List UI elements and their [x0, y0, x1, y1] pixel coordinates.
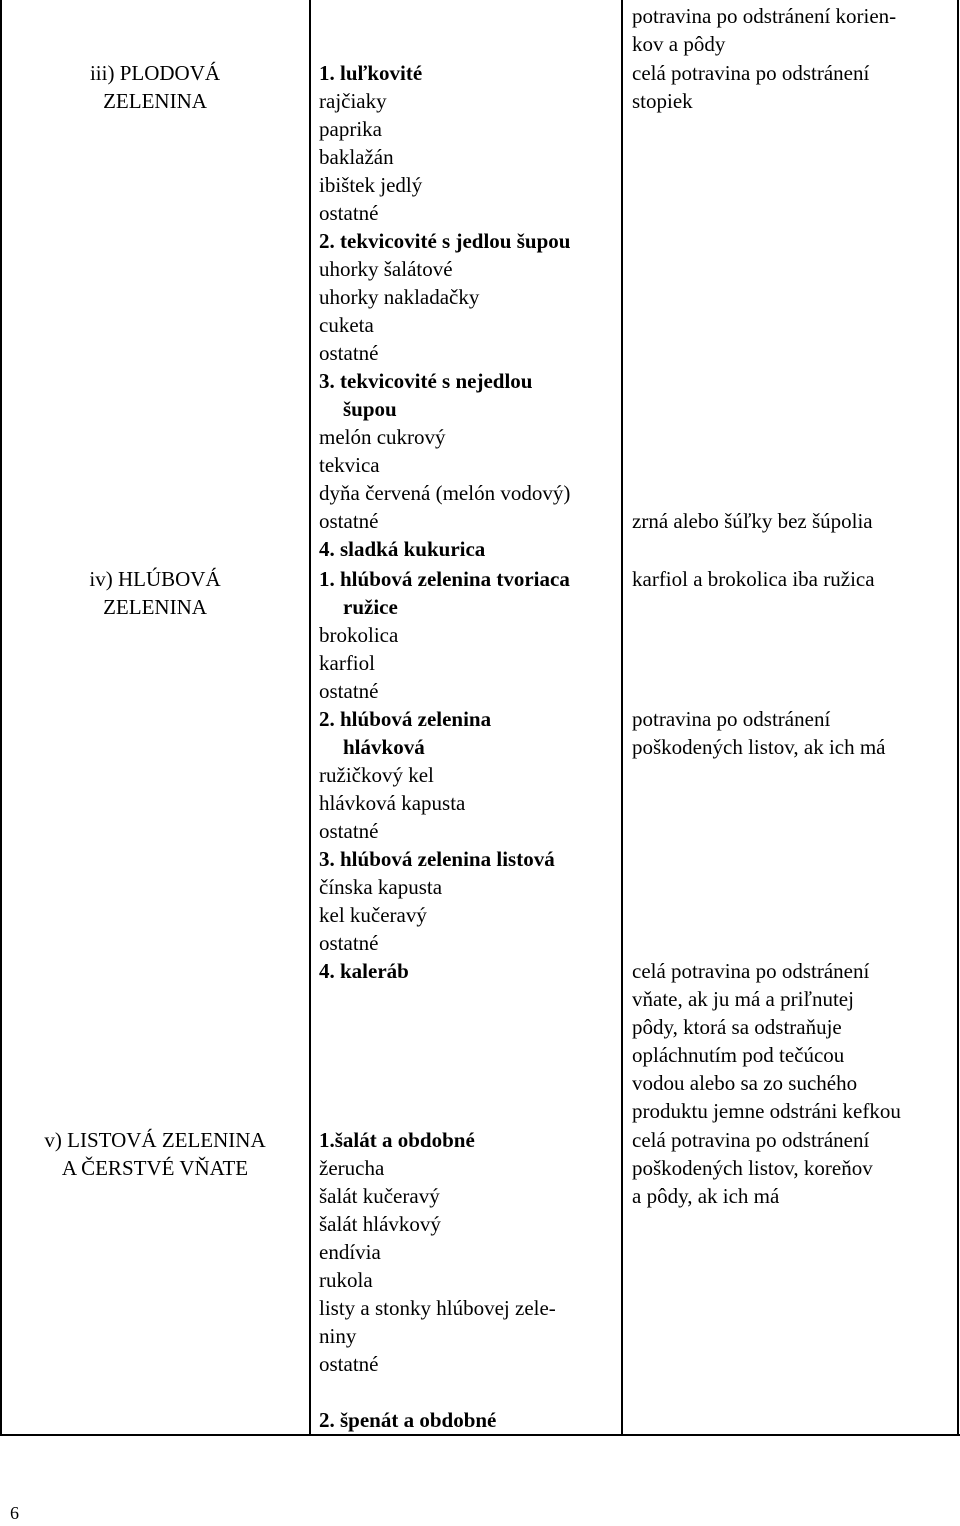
list-item: ostatné — [319, 509, 379, 533]
note-kalerab — [632, 957, 957, 1125]
list-item: šalát hlávkový — [319, 1212, 441, 1236]
note-salat — [632, 1126, 957, 1210]
note-line: stopiek — [632, 89, 693, 113]
list-item: 2. hlúbová zelenina — [319, 707, 492, 731]
category-label: ZELENINA — [103, 89, 207, 113]
list-item: čínska kapusta — [319, 875, 443, 899]
category-label: ZELENINA — [103, 595, 207, 619]
items-listova-zelenina — [319, 1126, 619, 1434]
list-item: rajčiaky — [319, 89, 387, 113]
note-kukurica — [632, 507, 957, 535]
category-plodova-zelenina — [0, 59, 310, 115]
table-border-left — [0, 0, 2, 1436]
list-item: ibištek jedlý — [319, 173, 423, 197]
list-item: ostatné — [319, 679, 379, 703]
note-line: poškodených listov, koreňov — [632, 1156, 873, 1180]
category-label: A ČERSTVÉ VŇATE — [61, 1156, 249, 1180]
category-hlubova-zelenina — [0, 565, 310, 621]
list-item: ostatné — [319, 931, 379, 955]
list-item: 2. špenát a obdobné — [319, 1408, 497, 1432]
category-label: v) LISTOVÁ ZELENINA — [44, 1128, 266, 1152]
note-line: karfiol a brokolica iba ružica — [632, 567, 875, 591]
note-lulkovite — [632, 59, 957, 115]
list-item: 1. hlúbová zelenina tvoriaca — [319, 567, 570, 591]
column-divider-2 — [621, 0, 623, 1436]
list-item: listy a stonky hlúbovej zele- — [319, 1296, 556, 1320]
list-item: hlávková kapusta — [319, 791, 466, 815]
list-item: melón cukrový — [319, 425, 446, 449]
note-line: produktu jemne odstráni kefkou — [632, 1099, 901, 1123]
list-item: 4. sladká kukurica — [319, 537, 486, 561]
list-item: hlávková — [343, 735, 425, 759]
note-line: celá potravina po odstránení — [632, 1128, 870, 1152]
note-line: celá potravina po odstránení — [632, 959, 870, 983]
note-ruzice — [632, 565, 957, 593]
items-plodova-zelenina — [319, 59, 619, 563]
list-item: uhorky šalátové — [319, 257, 453, 281]
page-number: 6 — [10, 1503, 19, 1523]
list-item: ružice — [343, 595, 398, 619]
list-item: cuketa — [319, 313, 374, 337]
note-hlavkova — [632, 705, 957, 761]
list-item: karfiol — [319, 651, 375, 675]
list-item: ostatné — [319, 1352, 379, 1376]
list-item: rukola — [319, 1268, 373, 1292]
list-item — [319, 1378, 619, 1406]
note-line: zrná alebo šúľky bez šúpolia — [632, 509, 873, 533]
list-item: 1. luľkovité — [319, 61, 423, 85]
note-line: potravina po odstránení korien- — [632, 4, 897, 28]
list-item: dyňa červená (melón vodový) — [319, 481, 571, 505]
list-item: 3. hlúbová zelenina listová — [319, 847, 555, 871]
list-item: niny — [319, 1324, 357, 1348]
list-item: brokolica — [319, 623, 399, 647]
category-label: iii) PLODOVÁ — [89, 61, 221, 85]
list-item: kel kučeravý — [319, 903, 427, 927]
list-item: baklažán — [319, 145, 394, 169]
note-line: kov a pôdy — [632, 32, 726, 56]
note-line: poškodených listov, ak ich má — [632, 735, 886, 759]
note-line: vodou alebo sa zo suchého — [632, 1071, 858, 1095]
list-item: tekvica — [319, 453, 380, 477]
table-border-bottom — [0, 1434, 960, 1436]
list-item: žerucha — [319, 1156, 385, 1180]
list-item: uhorky nakladačky — [319, 285, 480, 309]
list-item: paprika — [319, 117, 382, 141]
list-item: 2. tekvicovité s jedlou šupou — [319, 229, 571, 253]
list-item: šupou — [343, 397, 397, 421]
list-item: šalát kučeravý — [319, 1184, 440, 1208]
category-label: iv) HLÚBOVÁ — [89, 567, 221, 591]
list-item: ostatné — [319, 201, 379, 225]
list-item: 4. kaleráb — [319, 959, 409, 983]
note-line: pôdy, ktorá sa odstraňuje — [632, 1015, 842, 1039]
table-border-right — [957, 0, 959, 1436]
list-item: 3. tekvicovité s nejedlou — [319, 369, 533, 393]
vegetable-notes-top — [632, 2, 957, 58]
column-divider-1 — [309, 0, 311, 1436]
note-line: vňate, ak ju má a priľnutej — [632, 987, 854, 1011]
note-line: celá potravina po odstránení — [632, 61, 870, 85]
list-item: ostatné — [319, 819, 379, 843]
list-item: ružičkový kel — [319, 763, 434, 787]
note-line: opláchnutím pod tečúcou — [632, 1043, 845, 1067]
note-line: a pôdy, ak ich má — [632, 1184, 780, 1208]
list-item: endívia — [319, 1240, 381, 1264]
list-item: ostatné — [319, 341, 379, 365]
list-item: 1.šalát a obdobné — [319, 1128, 475, 1152]
category-listova-zelenina — [0, 1126, 310, 1182]
items-hlubova-zelenina — [319, 565, 619, 985]
note-line: potravina po odstránení — [632, 707, 831, 731]
